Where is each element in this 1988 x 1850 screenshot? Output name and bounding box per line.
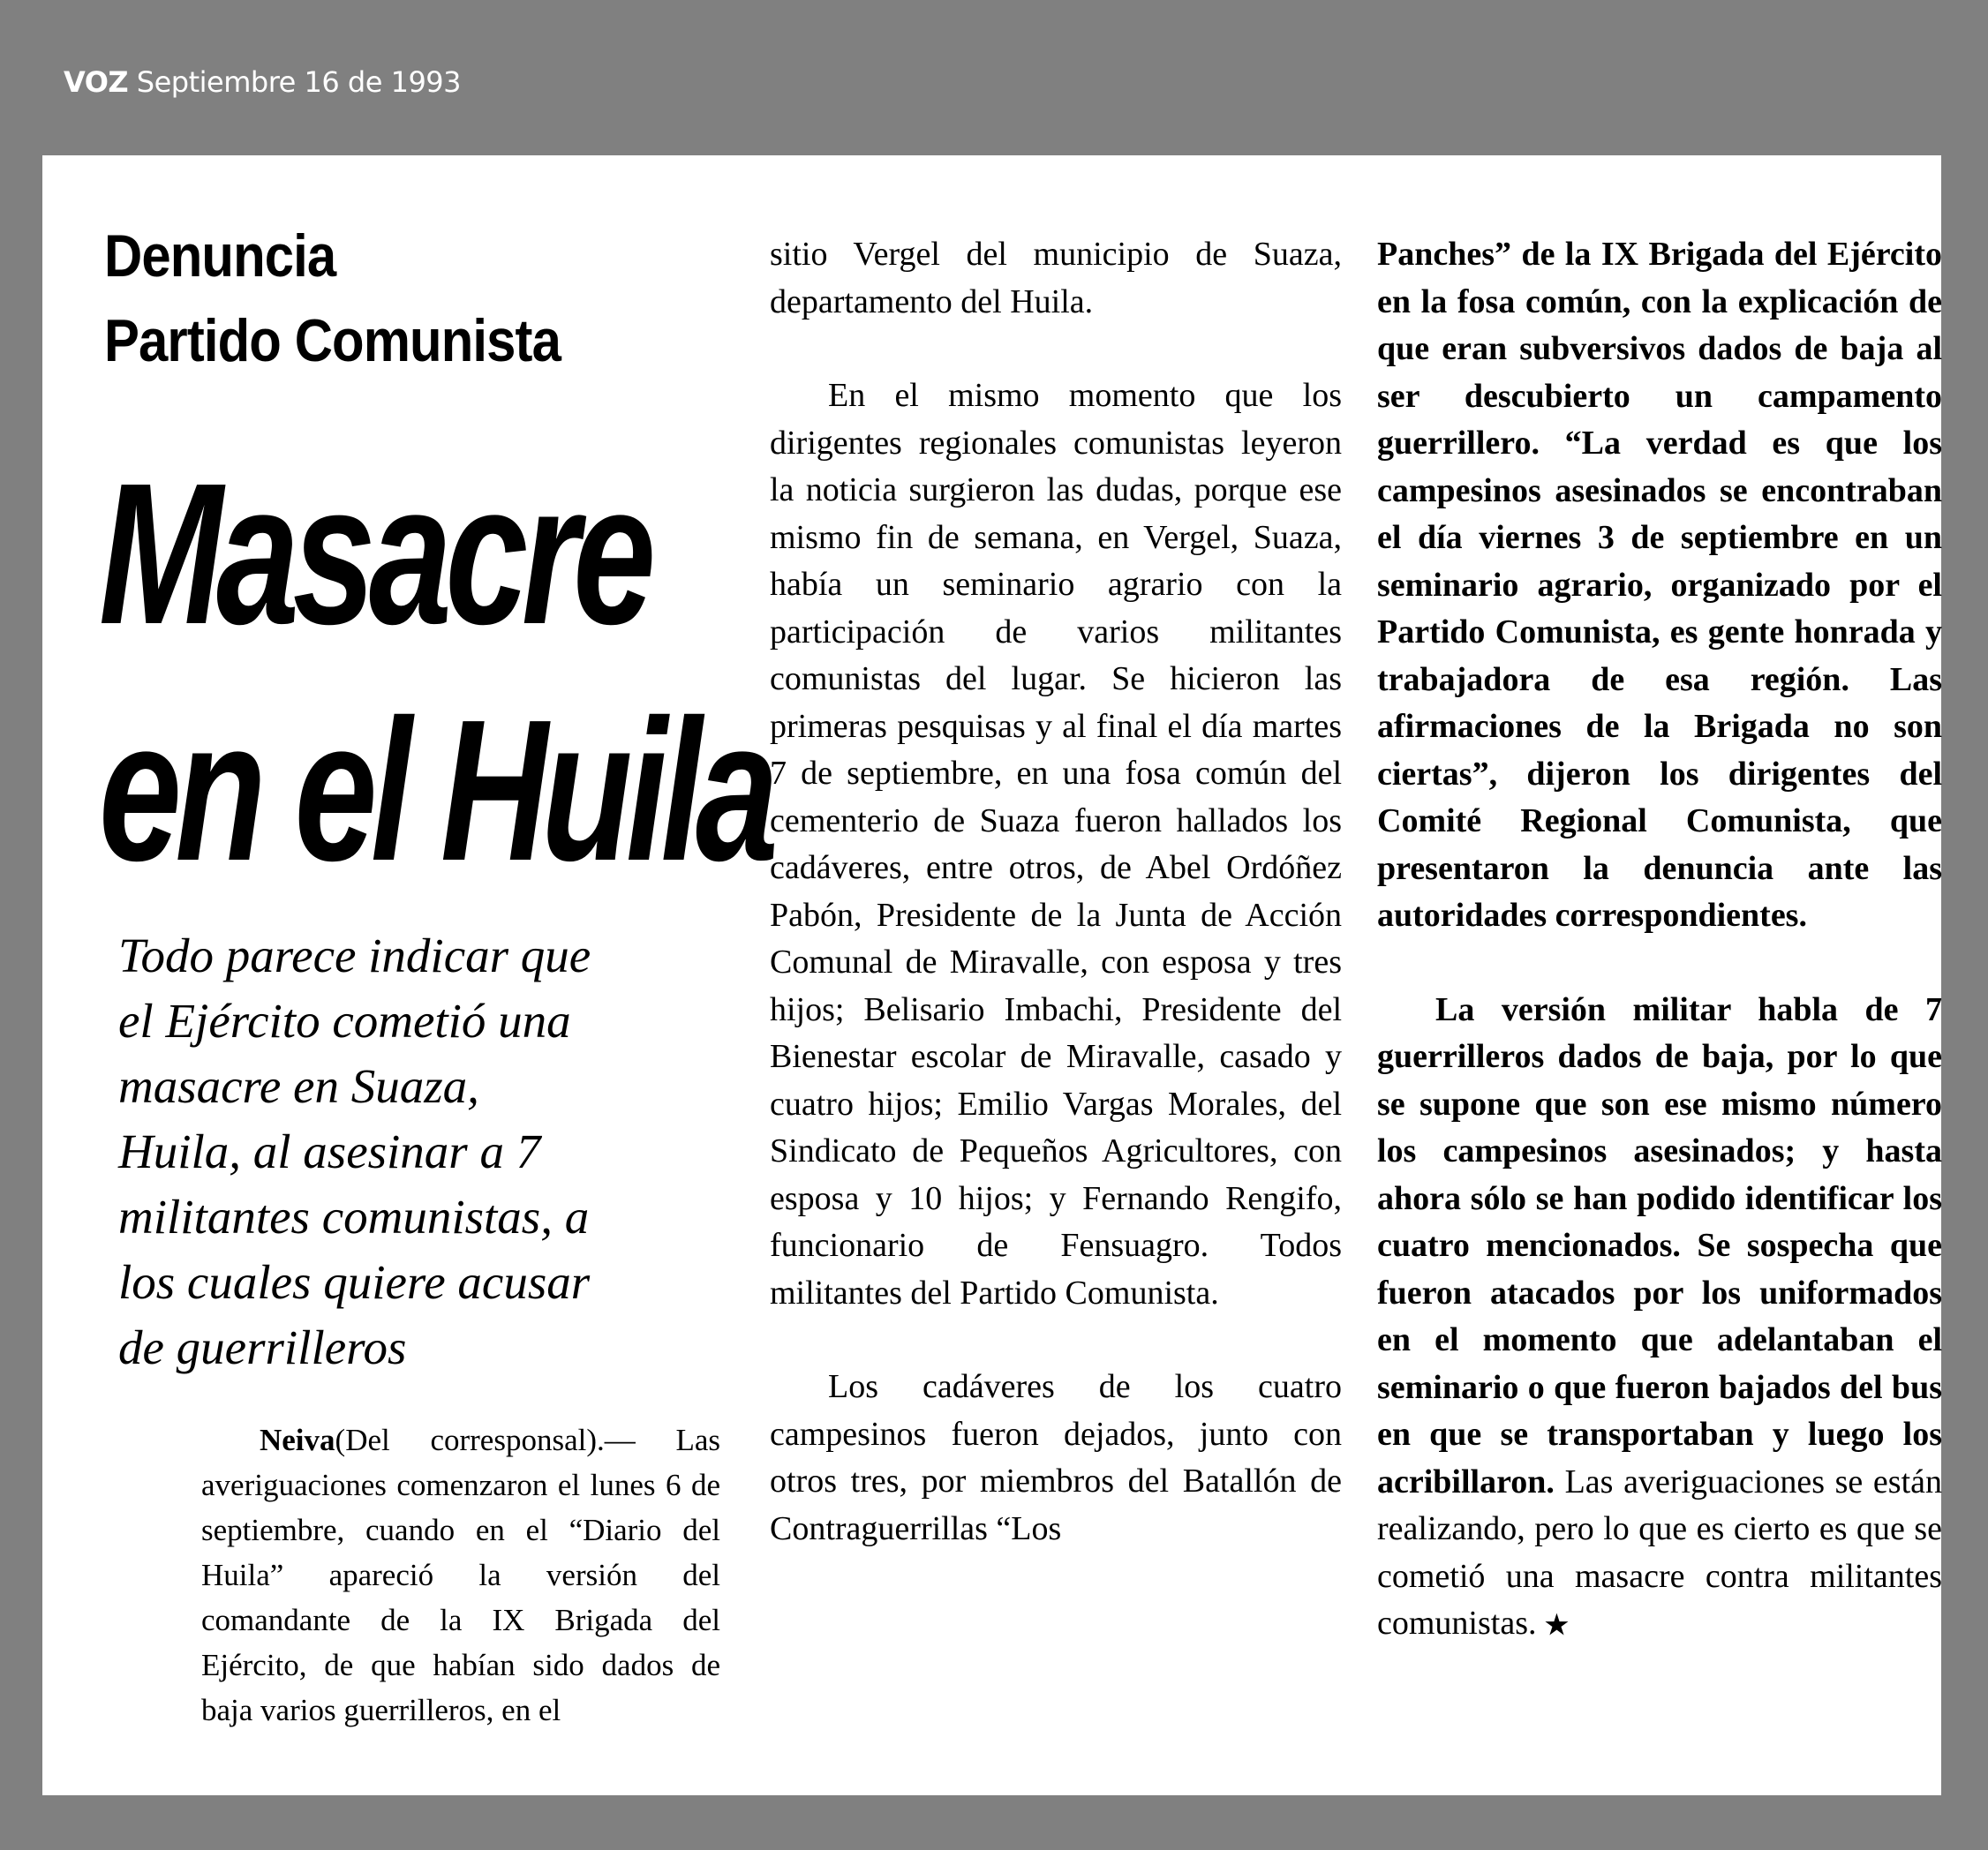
publication-date: Septiembre 16 de 1993 <box>136 65 462 99</box>
paragraph-text: La versión militar habla de 7 guerrilleros dados de baja, por lo que se supone que son ese mismo número los campesinos asesinados; y hasta ahora sólo se han podido identificar los cuatro mencionados. Se sospecha que fueron atacados por los uniformados en el momento que adelantaban el seminario o que fueron bajados del bus en que se transportaban y luego los acribillaron. <box>1377 990 1942 1500</box>
subheadline-line: militantes comunistas, a <box>118 1190 590 1244</box>
subheadline-line: Todo parece indicar que <box>118 929 591 982</box>
subheadline-line: de guerrilleros <box>118 1320 407 1374</box>
headline-line: Masacre <box>99 442 650 666</box>
paragraph: Los cadáveres de los cuatro campesinos fueron dejados, junto con otros tres, por miembros del Batallón de Contraguerrillas “Los <box>770 1368 1342 1547</box>
paragraph <box>1377 987 1942 1650</box>
article-clipping <box>42 155 1941 1795</box>
kicker-line: Partido Comunista <box>104 307 561 374</box>
kicker-line: Denuncia <box>104 222 336 290</box>
article-body-col1 <box>201 1418 720 1733</box>
publication-name: VOZ <box>64 65 129 99</box>
paragraph: En el mismo momento que los dirigentes regionales comunistas leyeron la noticia surgieron las dudas, porque ese mismo fin de semana, en Vergel, Suaza, había un seminario agrario con la participación de varios militantes comunistas del lugar. Se hicieron las primeras pesquisas y al final el día martes 7 de septiembre, en una fosa común del cementerio de Suaza fueron hallados los cadáveres, entre otros, de Abel Ordóñez Pabón, Presidente de la Junta de Acción Comunal de Miravalle, con esposa y tres hijos; Belisario Imbachi, Presidente del Bienestar escolar de Miravalle, casado y cuatro hijos; Emilio Vargas Morales, del Sindicato de Pequeños Agricultores, con esposa y 10 hijos; y Fernando Rengifo, funcionario de Fensuagro. Todos militantes del Partido Comunista. <box>770 377 1342 1312</box>
dateline: Neiva <box>260 1423 335 1457</box>
paragraph: sitio Vergel del municipio de Suaza, departamento del Huila. <box>770 236 1342 320</box>
paragraph-text: Las averiguaciones se están realizando, pero lo que es cierto es que se cometió una masacre contra militantes comunistas. <box>1377 1463 1942 1642</box>
star-icon: ★ <box>1544 1611 1569 1640</box>
subheadline-line: masacre en Suaza, <box>118 1059 479 1113</box>
headline <box>99 436 772 909</box>
subheadline-line: el Ejército cometió una <box>118 994 571 1048</box>
subheadline-line: los cuales quiere acusar <box>118 1255 591 1309</box>
subheadline-line: Huila, al asesinar a 7 <box>118 1124 541 1178</box>
article-body-col2 <box>770 231 1342 1553</box>
headline-line: en el Huila <box>99 679 772 903</box>
paragraph: Panches” de la IX Brigada del Ejército en la fosa común, con la explicación de que eran subversivos dados de baja al ser descubierto un campamento guerrillero. “La verdad es que los campesinos asesinados se encontraban el día viernes 3 de septiembre en un seminario agrario, organizado por el Partido Comunista, es gente honrada y trabajadora de esa región. Las afirmaciones de la Brigada no son ciertas”, dijeron los dirigentes del Comité Regional Comunista, que presentaron la denuncia ante las autoridades correspondientes. <box>1377 236 1942 934</box>
masthead <box>64 65 461 99</box>
paragraph <box>201 1418 720 1733</box>
subheadline <box>118 923 701 1380</box>
kicker <box>104 214 561 383</box>
paragraph-text: (Del corresponsal).— Las averiguaciones comenzaron el lunes 6 de septiembre, cuando en el “Diario del Huila” apareció la versión del comandante de la IX Brigada del Ejército, de que habían sido dados de baja varios guerrilleros, en el <box>201 1423 720 1727</box>
article-body-col3 <box>1377 231 1942 1650</box>
